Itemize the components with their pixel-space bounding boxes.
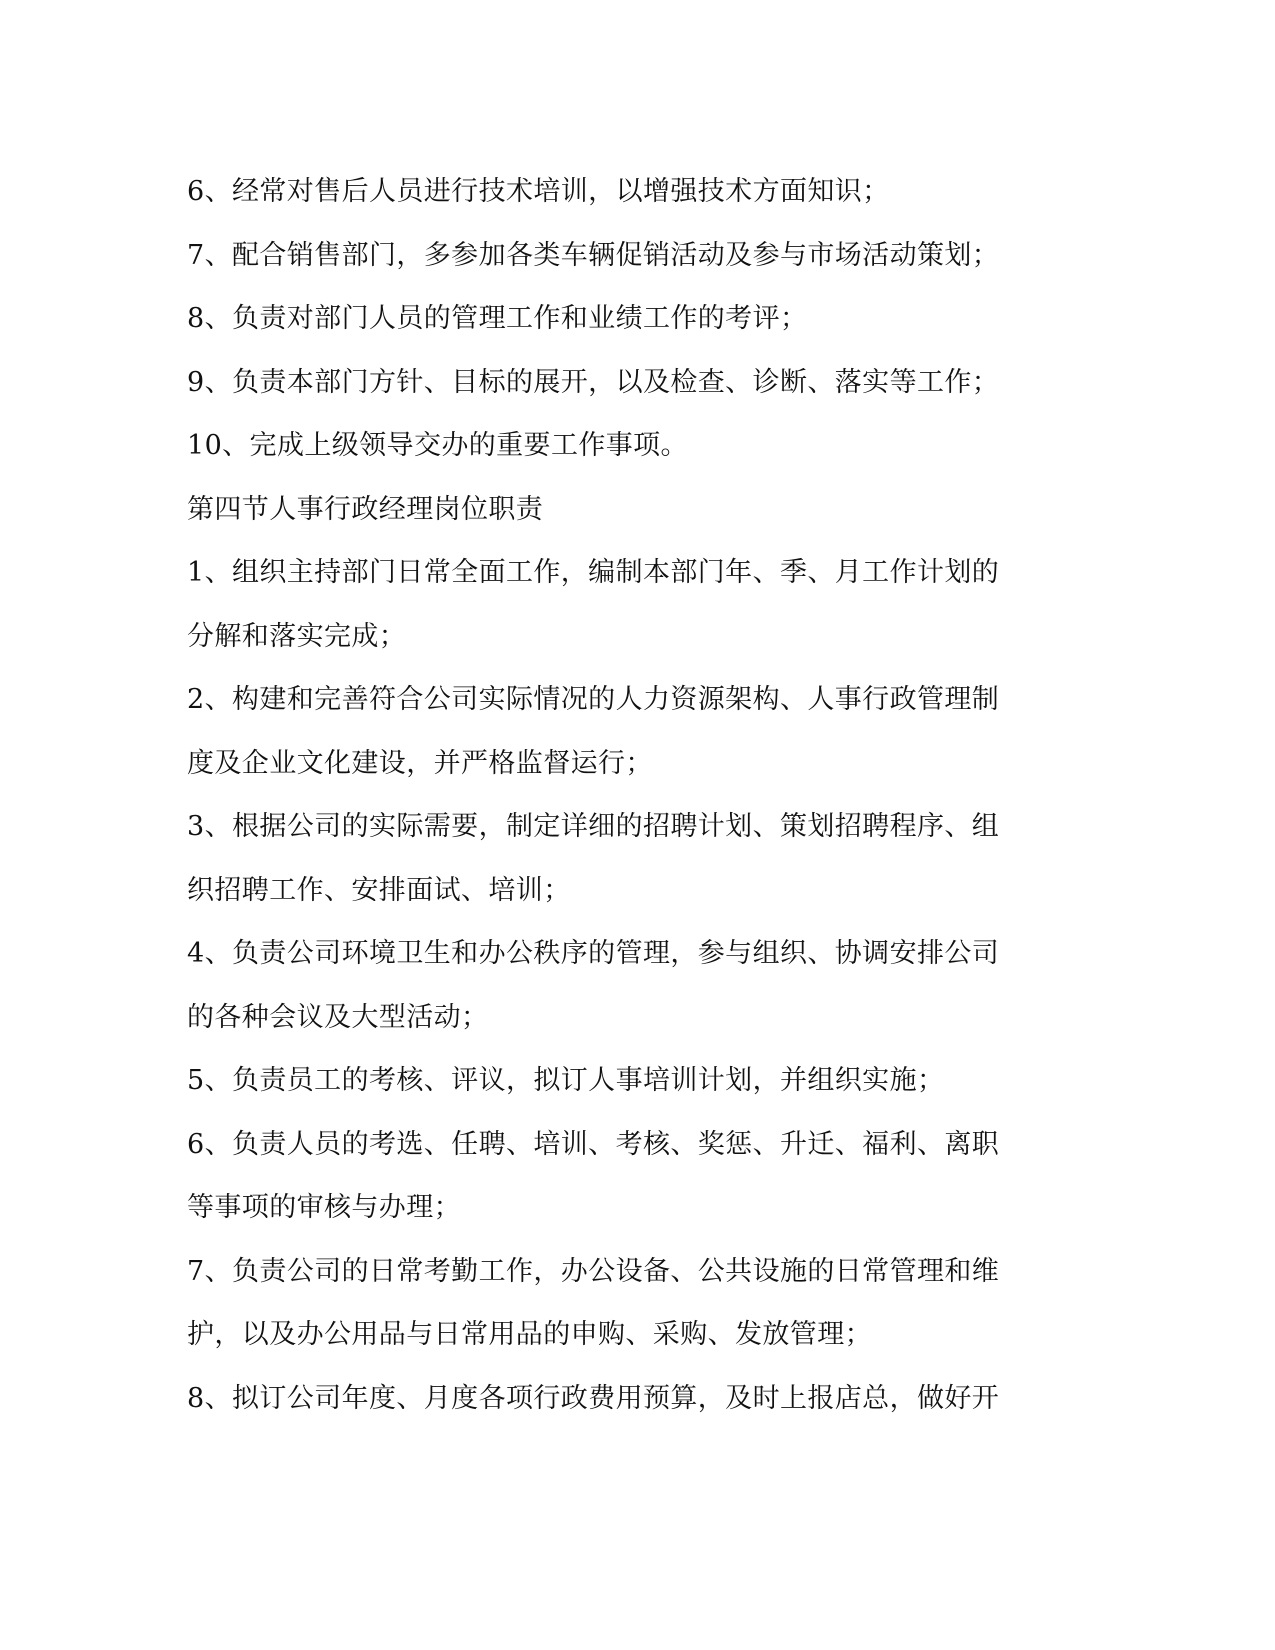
text-line: 7、负责公司的日常考勤工作，办公设备、公共设施的日常管理和维: [187, 1255, 1000, 1287]
text-line: 9、负责本部门方针、目标的展开，以及检查、诊断、落实等工作；: [187, 366, 1000, 398]
text-line: 的各种会议及大型活动；: [187, 1001, 489, 1033]
text-line: 1、组织主持部门日常全面工作，编制本部门年、季、月工作计划的: [187, 557, 1000, 588]
document-body: [187, 160, 1017, 1430]
text-line: 8、负责对部门人员的管理工作和业绩工作的考评；: [187, 303, 808, 334]
text-line: 度及企业文化建设，并严格监督运行；: [187, 747, 653, 779]
text-line: 等事项的审核与办理；: [187, 1192, 461, 1223]
text-line: 10、完成上级领导交办的重要工作事项。: [187, 430, 688, 461]
text-line: 6、负责人员的考选、任聘、培训、考核、奖惩、升迁、福利、离职: [187, 1128, 1000, 1160]
text-line: 5、负责员工的考核、评议，拟订人事培训计划，并组织实施；: [187, 1065, 945, 1096]
text-line: 2、构建和完善符合公司实际情况的人力资源架构、人事行政管理制: [187, 684, 1000, 715]
text-line: 护，以及办公用品与日常用品的申购、采购、发放管理；: [187, 1319, 872, 1350]
text-line: 4、负责公司环境卫生和办公秩序的管理，参与组织、协调安排公司: [187, 938, 1000, 969]
text-line: 3、根据公司的实际需要，制定详细的招聘计划、策划招聘程序、组: [187, 811, 1000, 842]
section-heading: 第四节人事行政经理岗位职责: [187, 493, 544, 525]
text-line: 分解和落实完成；: [187, 620, 407, 652]
text-line: 织招聘工作、安排面试、培训；: [187, 874, 571, 906]
text-line: 6、经常对售后人员进行技术培训，以增强技术方面知识；: [187, 176, 890, 207]
text-line: 8、拟订公司年度、月度各项行政费用预算，及时上报店总，做好开: [187, 1382, 1000, 1414]
text-line: 7、配合销售部门，多参加各类车辆促销活动及参与市场活动策划；: [187, 239, 1000, 271]
